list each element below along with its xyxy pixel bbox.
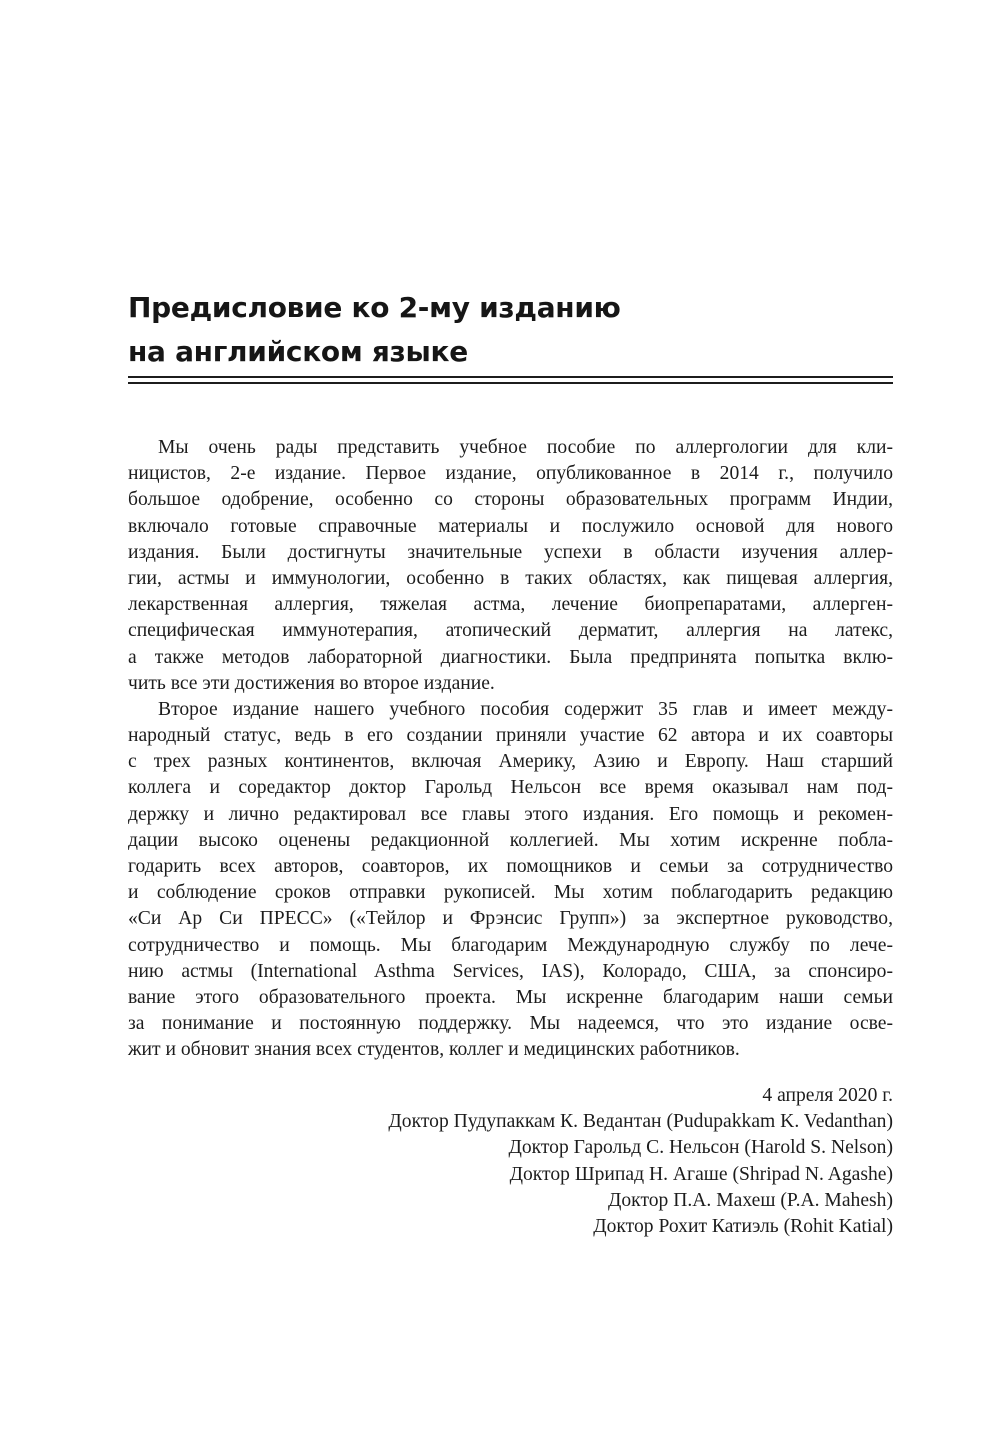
text-line: за понимание и постоянную поддержку. Мы надеемся, что это издание осве- xyxy=(128,1013,893,1035)
text-line: держку и лично редактировал все главы этого издания. Его помощь и рекомен- xyxy=(128,803,893,825)
text-line: «Си Ар Си ПРЕСС» («Тейлор и Фрэнсис Групп») за экспертное руководство, xyxy=(128,908,893,930)
text-line: издания. Были достигнуты значительные успехи в области изучения аллер- xyxy=(128,541,893,563)
text-line: ницистов, 2-е издание. Первое издание, опубликованное в 2014 г., получило xyxy=(128,463,893,485)
text-line: вание этого образовательного проекта. Мы искренне благодарим наши семьи xyxy=(128,986,893,1008)
signature-author: Доктор П.А. Махеш (P.A. Mahesh) xyxy=(608,1189,893,1211)
text-line: Мы очень рады представить учебное пособие по аллергологии для кли- xyxy=(158,437,893,458)
text-line: и соблюдение сроков отправки рукописей. Мы хотим поблагодарить редакцию xyxy=(128,882,893,904)
text-line: специфическая иммунотерапия, атопический дерматит, аллергия на латекс, xyxy=(128,620,893,642)
text-line: сотрудничество и помощь. Мы благодарим Международную службу по лече- xyxy=(128,934,893,956)
signature-author: Доктор Шрипад Н. Агаше (Shripad N. Agashe) xyxy=(509,1163,893,1185)
title-double-rule xyxy=(128,376,893,384)
text-line: гии, астмы и иммунологии, особенно в таких областях, как пищевая аллергия, xyxy=(128,567,893,589)
text-line: коллега и соредактор доктор Гарольд Нельсон все время оказывал нам под- xyxy=(128,777,893,799)
body-text xyxy=(128,435,893,1064)
paragraph-1 xyxy=(128,435,893,697)
text-line: нию астмы (International Asthma Services, IAS), Колорадо, США, за спонсиро- xyxy=(128,960,893,982)
text-line: жит и обновит знания всех студентов, коллег и медицинских работников. xyxy=(128,1039,740,1061)
signature-author: Доктор Рохит Катиэль (Rohit Katial) xyxy=(593,1215,893,1237)
title-line-2: на английском языке xyxy=(128,335,468,368)
signature-block xyxy=(128,1083,893,1240)
text-line: а также методов лабораторной диагностики. Была предпринята попытка вклю- xyxy=(128,646,893,668)
text-line: дации высоко оценены редакционной коллегией. Мы хотим искренне побла- xyxy=(128,829,893,851)
text-line: Второе издание нашего учебного пособия содержит 35 глав и имеет между- xyxy=(158,698,893,720)
text-line: большое одобрение, особенно со стороны образовательных программ Индии, xyxy=(128,489,893,511)
text-line: народный статус, ведь в его создании приняли участие 62 автора и их соавторы xyxy=(128,725,893,747)
paragraph-2 xyxy=(128,697,893,1064)
text-line: с трех разных континентов, включая Америку, Азию и Европу. Наш старший xyxy=(128,751,893,773)
signature-author: Доктор Гарольд С. Нельсон (Harold S. Nelson) xyxy=(508,1137,893,1159)
text-line: чить все эти достижения во второе издание. xyxy=(128,672,495,694)
page-title xyxy=(128,286,893,374)
text-line: включало готовые справочные материалы и послужило основой для нового xyxy=(128,515,893,537)
title-line-1: Предисловие ко 2-му изданию xyxy=(128,291,621,324)
signature-author: Доктор Пудупаккам К. Ведантан (Pudupakkam K. Vedanthan) xyxy=(388,1111,893,1133)
signature-date: 4 апреля 2020 г. xyxy=(762,1085,893,1106)
text-line: лекарственная аллергия, тяжелая астма, лечение биопрепаратами, аллерген- xyxy=(128,594,893,616)
text-line: годарить всех авторов, соавторов, их помощников и семьи за сотрудничество xyxy=(128,856,893,877)
